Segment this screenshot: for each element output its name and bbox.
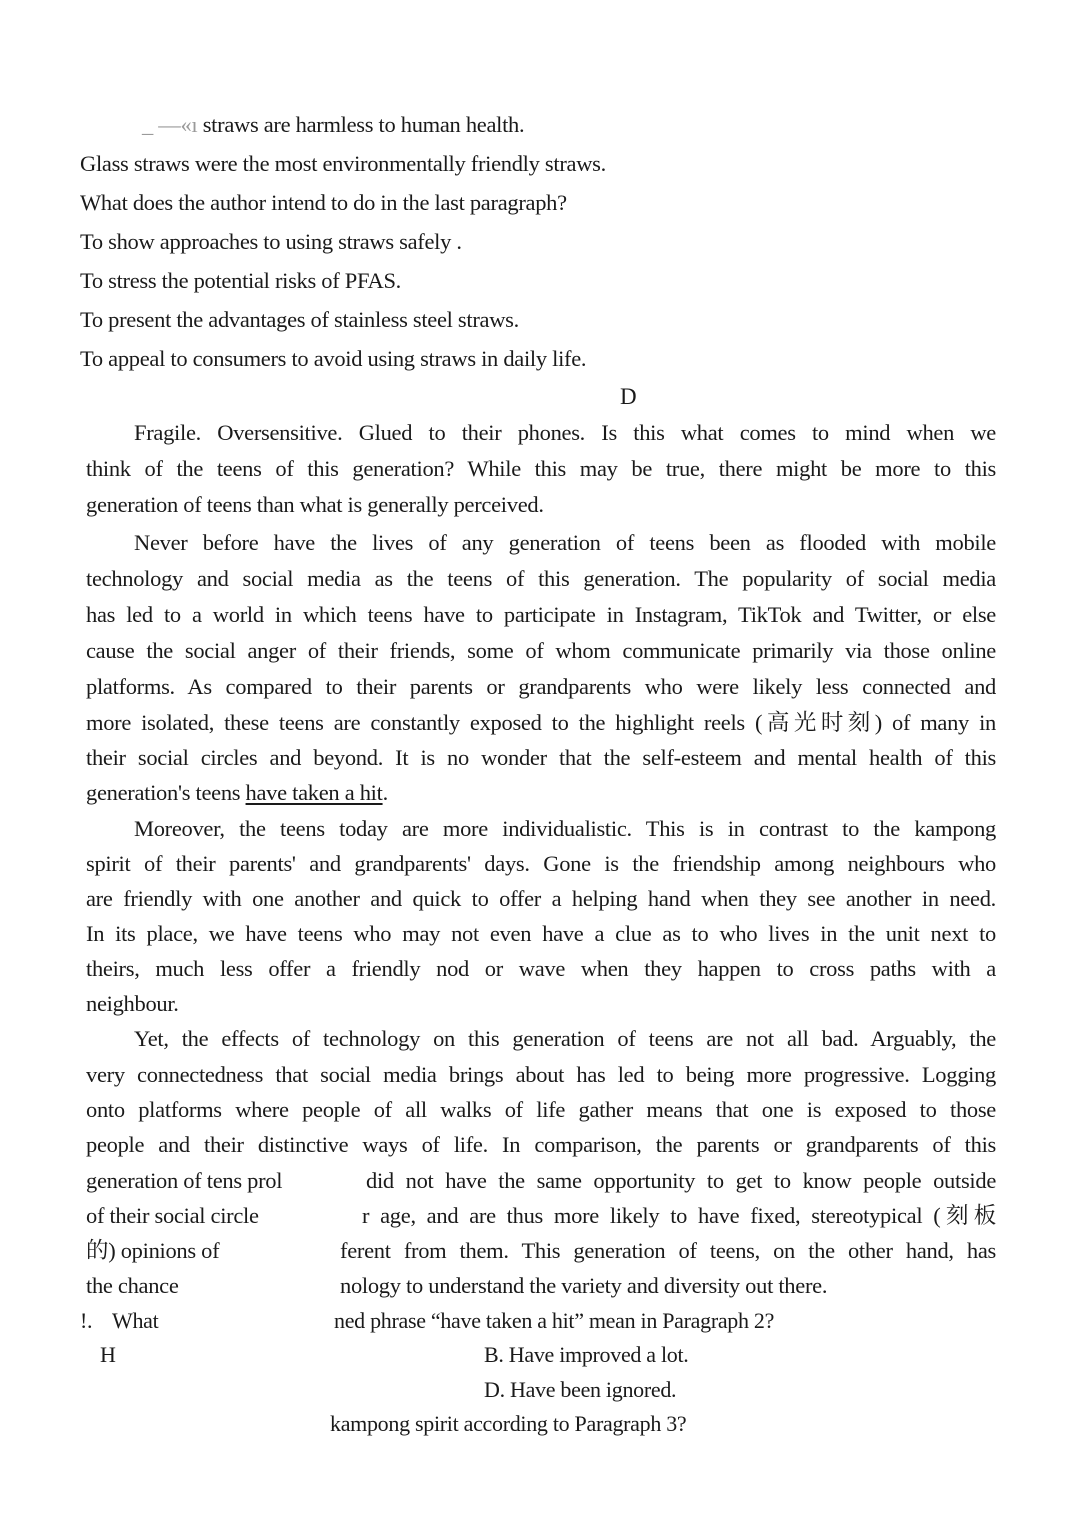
question-option-c: To present the advantages of stainless steel straws. bbox=[80, 307, 519, 332]
option-d: D. Have been ignored. bbox=[484, 1377, 677, 1402]
paragraph-4-line: onto platforms where people of all walks of life gather means that one is exposed to those bbox=[86, 1097, 996, 1122]
paragraph-4-partial-right: nology to understand the variety and diversity out there. bbox=[340, 1273, 828, 1298]
question-option-b: To stress the potential risks of PFAS. bbox=[80, 268, 401, 293]
paragraph-3-line: theirs, much less offer a friendly nod or wave when they happen to cross paths with a bbox=[86, 956, 996, 981]
paragraph-1-line: Fragile. Oversensitive. Glued to their phones. Is this what comes to mind when we bbox=[134, 420, 996, 445]
paragraph-4-partial-right: did not have the same opportunity to get to know people outside bbox=[366, 1168, 996, 1193]
paragraph-2-last-prefix: generation's teens bbox=[86, 780, 246, 805]
question-option-a: To show approaches to using straws safely . bbox=[80, 229, 462, 254]
paragraph-2-last-suffix: . bbox=[382, 780, 388, 805]
option-c-text: straws are harmless to human health. bbox=[202, 112, 525, 137]
question-stem-right: ned phrase “have taken a hit” mean in Paragraph 2? bbox=[334, 1308, 775, 1333]
paragraph-2-line: platforms. As compared to their parents or grandparents who were likely less connected and bbox=[86, 674, 996, 699]
paragraph-4-partial-right: r age, and are thus more likely to have fixed, stereotypical (刻板 bbox=[362, 1203, 996, 1228]
paragraph-4-partial-left: 的) opinions of bbox=[86, 1238, 220, 1263]
paragraph-4-partial-left: the chance bbox=[86, 1273, 179, 1298]
paragraph-2-line: more isolated, these teens are constantly exposed to the highlight reels (高光时刻) of many in bbox=[86, 710, 996, 735]
question-number-fragment: !. bbox=[80, 1308, 93, 1333]
paragraph-3-line: spirit of their parents' and grandparents' days. Gone is the friendship among neighbours who bbox=[86, 851, 996, 876]
option-a-fragment: H bbox=[100, 1342, 116, 1367]
paragraph-4-line: very connectedness that social media brings about has led to being more progressive. Logging bbox=[86, 1062, 996, 1087]
paragraph-2-line: their social circles and beyond. It is no wonder that the self-esteem and mental health of this bbox=[86, 745, 996, 770]
paragraph-4-partial-left: generation of tens prol bbox=[86, 1168, 283, 1193]
next-question-fragment: kampong spirit according to Paragraph 3? bbox=[330, 1411, 687, 1436]
option-d-previous: Glass straws were the most environmentally friendly straws. bbox=[80, 151, 606, 176]
paragraph-3-line: neighbour. bbox=[86, 991, 179, 1016]
paragraph-2-line: technology and social media as the teens of this generation. The popularity of social media bbox=[86, 566, 996, 591]
paragraph-3-line: are friendly with one another and quick to offer a helping hand when they see another in need. bbox=[86, 886, 996, 911]
paragraph-4-partial-right: ferent from them. This generation of teens, on the other hand, has bbox=[340, 1238, 996, 1263]
paragraph-2-last-line bbox=[86, 778, 388, 808]
paragraph-2-line: Never before have the lives of any generation of teens been as flooded with mobile bbox=[134, 530, 996, 555]
question-stem: What does the author intend to do in the last paragraph? bbox=[80, 190, 567, 215]
paragraph-2-line: cause the social anger of their friends, some of whom communicate primarily via those online bbox=[86, 638, 996, 663]
paragraph-2-line: has led to a world in which teens have to participate in Instagram, TikTok and Twitter, or else bbox=[86, 602, 996, 627]
option-b: B. Have improved a lot. bbox=[484, 1342, 689, 1367]
paragraph-4-line: Yet, the effects of technology on this generation of teens are not all bad. Arguably, the bbox=[134, 1026, 996, 1051]
underlined-phrase: have taken a hit bbox=[245, 780, 383, 805]
option-c-previous bbox=[142, 110, 524, 140]
paragraph-1-line: generation of teens than what is generally perceived. bbox=[86, 492, 544, 517]
paragraph-3-line: In its place, we have teens who may not even have a clue as to who lives in the unit next to bbox=[86, 921, 996, 946]
question-stem-left: What bbox=[112, 1308, 159, 1333]
paragraph-4-partial-left: of their social circle bbox=[86, 1203, 259, 1228]
paragraph-3-line: Moreover, the teens today are more individualistic. This is in contrast to the kampong bbox=[134, 816, 996, 841]
question-option-d: To appeal to consumers to avoid using straws in daily life. bbox=[80, 346, 587, 371]
paragraph-4-line: people and their distinctive ways of life. In comparison, the parents or grandparents of this bbox=[86, 1132, 996, 1157]
section-heading: D bbox=[620, 384, 637, 409]
option-c-obscured-start: _ —«ı bbox=[142, 112, 198, 137]
paragraph-1-line: think of the teens of this generation? While this may be true, there might be more to this bbox=[86, 456, 996, 481]
